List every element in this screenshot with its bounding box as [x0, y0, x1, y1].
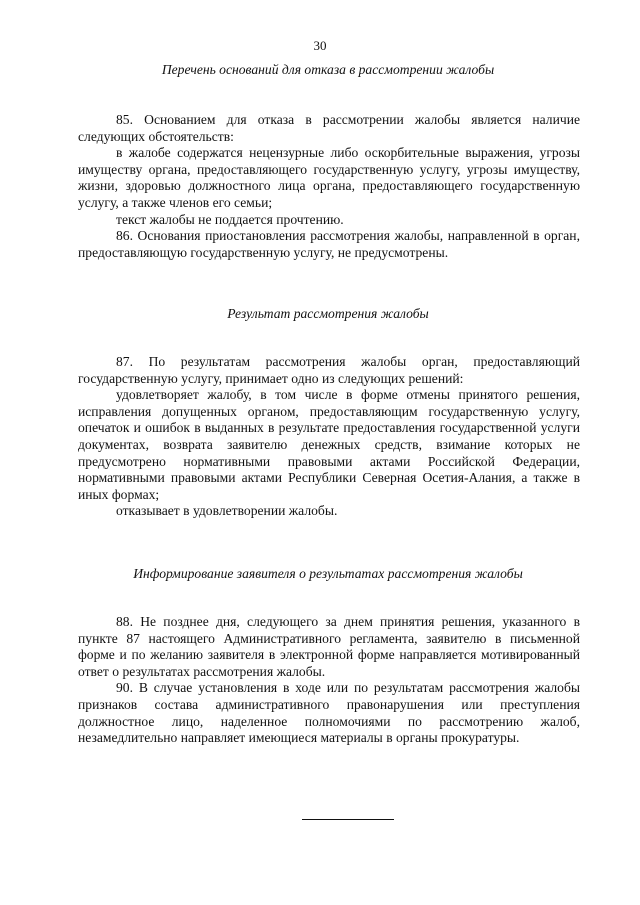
paragraph-88: 88. Не позднее дня, следующего за днем принятия решения, указанного в пункте 87 настоящего Административного регламента, заявителю в письменной форме и по желанию заявителя в электронной форме направляется мотивированный ответ о результатах рассмотрения жалобы. — [78, 614, 580, 679]
paragraph-90: 90. В случае установления в ходе или по результатам рассмотрения жалобы признаков состава административного правонарушения или преступления должностное лицо, наделенное полномочиями по рассмотрению жалоб, незамедлительно направляет имеющиеся материалы в органы прокуратуры. — [78, 680, 580, 746]
section-body-applicant-notification — [78, 614, 580, 747]
footer-divider — [302, 819, 394, 820]
paragraph-86: 86. Основания приостановления рассмотрения жалобы, направленной в орган, предоставляющую государственную услугу, не предусмотрены. — [78, 228, 580, 260]
section-heading-refusal-grounds: Перечень оснований для отказа в рассмотрении жалобы — [161, 62, 495, 77]
page-number: 30 — [313, 38, 327, 53]
paragraph-87-item-1: удовлетворяет жалобу, в том числе в форме отмены принятого решения, исправления допущенных органом, предоставляющим государственную услугу, опечаток и ошибок в выданных в результате предоставления государственной услуги документах, возврата заявителю денежных средств, взимание которых не предусмотрено нормативными правовыми актами Российской Федерации, нормативными правовыми актами Республики Северная Осетия-Алания, а также в иных формах; — [78, 387, 580, 502]
paragraph-87-item-2: отказывает в удовлетворении жалобы. — [116, 503, 338, 519]
paragraph-87: 87. По результатам рассмотрения жалобы орган, предоставляющий государственную услугу, принимает одно из следующих решений: — [78, 354, 580, 386]
paragraph-85-item-2: текст жалобы не поддается прочтению. — [116, 211, 344, 227]
section-body-refusal-grounds — [78, 112, 580, 261]
paragraph-85-item-1: в жалобе содержатся нецензурные либо оскорбительные выражения, угрозы имуществу органа, предоставляющего государственную услугу, угрозы имуществу, жизни, здоровью должностного лица органа, предоставляющего государственную услугу, а также членов его семьи; — [78, 145, 580, 210]
paragraph-85: 85. Основанием для отказа в рассмотрении жалобы является наличие следующих обстоятельств: — [78, 112, 580, 144]
section-heading-applicant-notification: Информирование заявителя о результатах рассмотрения жалобы — [133, 566, 523, 581]
section-body-complaint-result — [78, 354, 580, 520]
section-heading-complaint-result: Результат рассмотрения жалобы — [227, 306, 429, 321]
